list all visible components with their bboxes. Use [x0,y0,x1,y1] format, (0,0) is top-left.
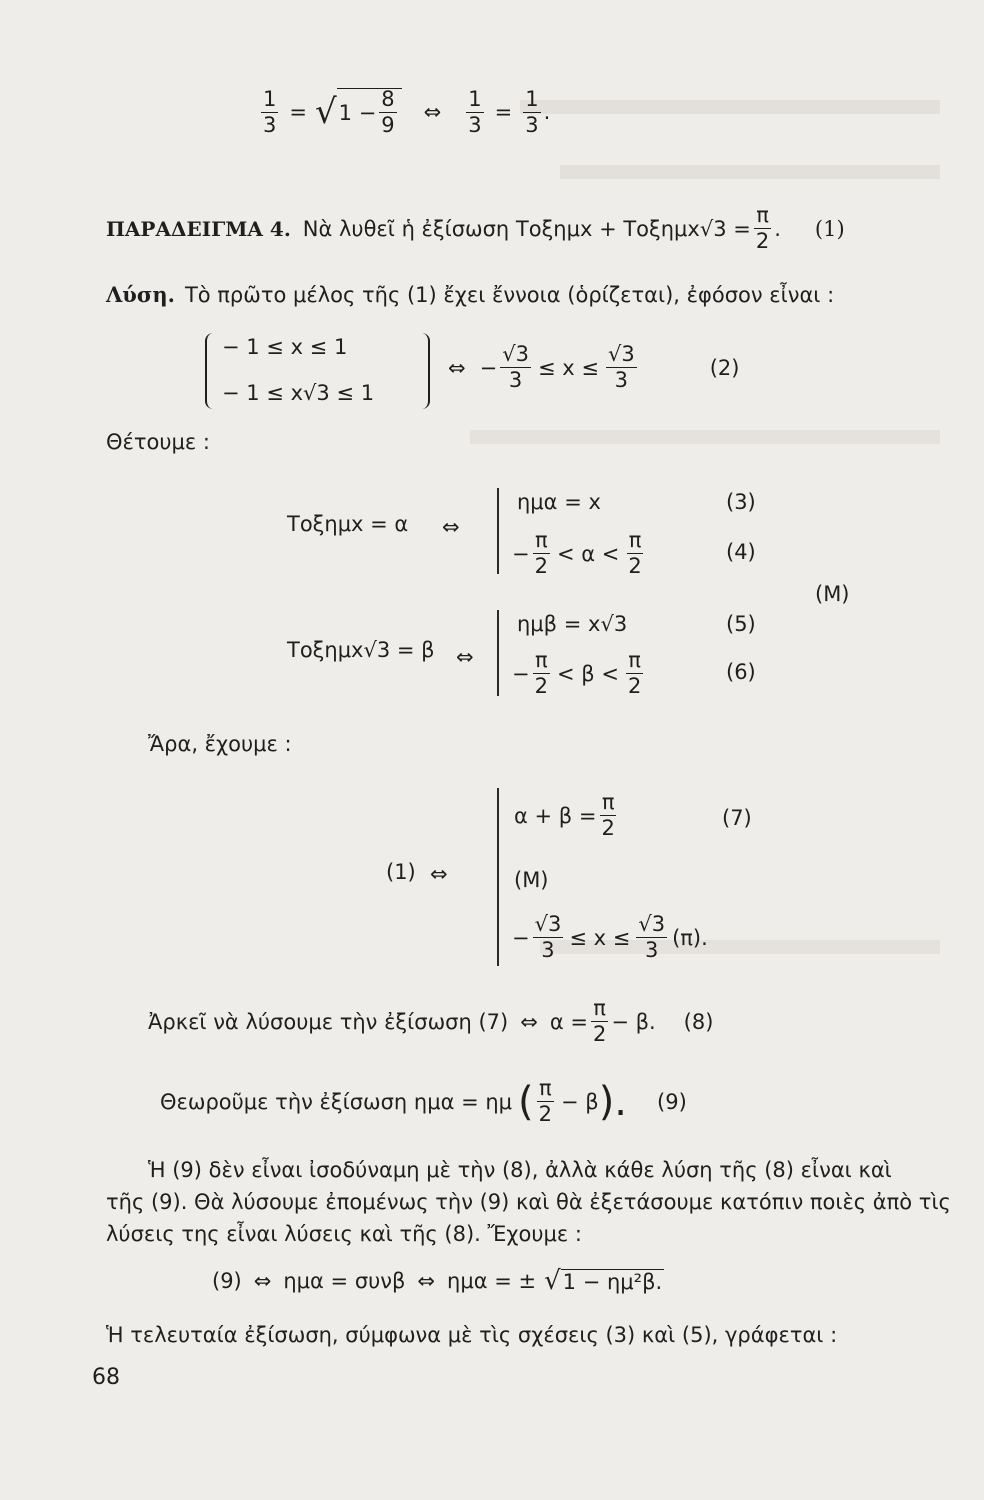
system3-left: (1) [386,860,416,884]
solution-text: Τὸ πρῶτο μέλος τῆς (1) ἔχει ἔννοια (ὁρίζεται), ἐφόσον εἶναι : [184,283,835,307]
def-iff-2: ⇔ [456,645,474,669]
paragraph-line-1: Ἡ (9) δὲν εἶναι ἰσοδύναμη μὲ τὴν (8), ἀλλὰ κάθε λύση τῆς (8) εἶναι καὶ [148,1158,892,1182]
def-left-1: Τοξημx = α [287,512,409,536]
example-heading: ΠΑΡΑΔΕΙΓΜΑ 4. [106,216,291,241]
therefore-label: Ἄρα, ἔχουμε : [148,732,292,756]
system3-row7: α + β = $\frac{\pi}{2}$ [514,790,615,840]
fraction-1: $\frac{1}{3}$ [263,86,277,137]
def-tag4: (4) [726,540,756,564]
system2-result: ⇔ − $\frac{√3}{3}$ ≤ x ≤ $\frac{√3}{3}$ (2) [448,342,740,392]
equation-9-line: (9) ⇔ ημα = συνβ ⇔ ημα = ± √ 1 − ημ²β. [212,1266,663,1296]
fraction-3: $\frac{1}{3}$ [525,86,539,137]
equation-tag-8: (8) [683,1009,714,1034]
equation-line-1: $\frac{1}{3}$ = √ 1 − $\frac{8}{9}$ ⇔ $\frac{1}{3}$ = $\frac{1}{3}$ . [263,86,551,137]
suffice-line: Ἀρκεῖ νὰ λύσουμε τὴν ἐξίσωση (7) ⇔ α = $\frac{\pi}{2}$ − β. (8) [148,996,714,1046]
system2-row1: − 1 ≤ x ≤ 1 [222,335,348,359]
fraction-2: $\frac{1}{3}$ [468,86,482,137]
bleed-through-1 [520,100,940,114]
sqrt-body: 1 − $\frac{8}{9}$ [337,88,402,136]
equation-tag-9: (9) [657,1089,687,1114]
system3-tag7: (7) [722,806,752,830]
last-line: Ἡ τελευταία ἐξίσωση, σύμφωνα μὲ τὶς σχέσεις (3) καὶ (5), γράφεται : [106,1323,838,1347]
solution-line [106,282,834,307]
example-line: ΠΑΡΑΔΕΙΓΜΑ 4. Νὰ λυθεῖ ἡ ἐξίσωση Τοξημx + Τοξημx√3 = $\frac{\pi}{2}$ . (1) [106,203,845,253]
def-row5: ημβ = x√3 [517,612,628,636]
right-brace-2 [418,333,430,409]
def-iff-1: ⇔ [442,515,460,539]
example-text: Νὰ λυθεῖ ἡ ἐξίσωση Τοξημx + Τοξημx√3 = [302,216,751,241]
consider-line: Θεωροῦμε τὴν ἐξίσωση ημα = ημ ( $\frac{\pi}{2}$ − β ). (9) [160,1076,687,1126]
def-left-2: Τοξημx√3 = β [287,638,435,662]
left-brace-2 [205,333,217,409]
system3-iff: ⇔ [430,862,448,886]
system3-row-pi: − $\frac{√3}{3}$ ≤ x ≤ $\frac{√3}{3}$ (π). [512,912,708,962]
def-tag6: (6) [726,660,756,684]
sqrt-symbol: √ [314,92,337,132]
equation-tag-2: (2) [709,355,740,380]
def-tag3: (3) [726,490,756,514]
def-tagM: (Μ) [815,582,850,606]
def-brace-2 [497,610,499,696]
paragraph-line-3: λύσεις της εἶναι λύσεις καὶ τῆς (8). Ἔχουμε : [106,1222,582,1246]
bleed-through-2 [560,165,940,179]
page-number: 68 [92,1365,120,1390]
def-row6: − $\frac{\pi}{2}$ < β < $\frac{\pi}{2}$ [512,648,642,698]
bleed-through-3 [470,430,940,444]
system3-brace [497,788,499,966]
paragraph-line-2: τῆς (9). Θὰ λύσουμε ἐπομένως τὴν (9) καὶ θὰ ἐξετάσουμε κατόπιν ποιὲς ἀπὸ τὶς [106,1190,951,1214]
setting-label: Θέτουμε : [106,430,210,454]
equation-tag-1: (1) [814,216,845,241]
def-brace-1 [497,488,499,574]
solution-heading: Λύση. [106,282,175,307]
def-row3: ημα = x [517,490,601,514]
def-tag5: (5) [726,612,756,636]
def-row4: − $\frac{\pi}{2}$ < α < $\frac{\pi}{2}$ [512,528,642,578]
system3-rowM: (Μ) [514,868,549,892]
system2-row2: − 1 ≤ x√3 ≤ 1 [222,381,375,405]
pi-over-2: $\frac{\pi}{2}$ [755,203,770,253]
